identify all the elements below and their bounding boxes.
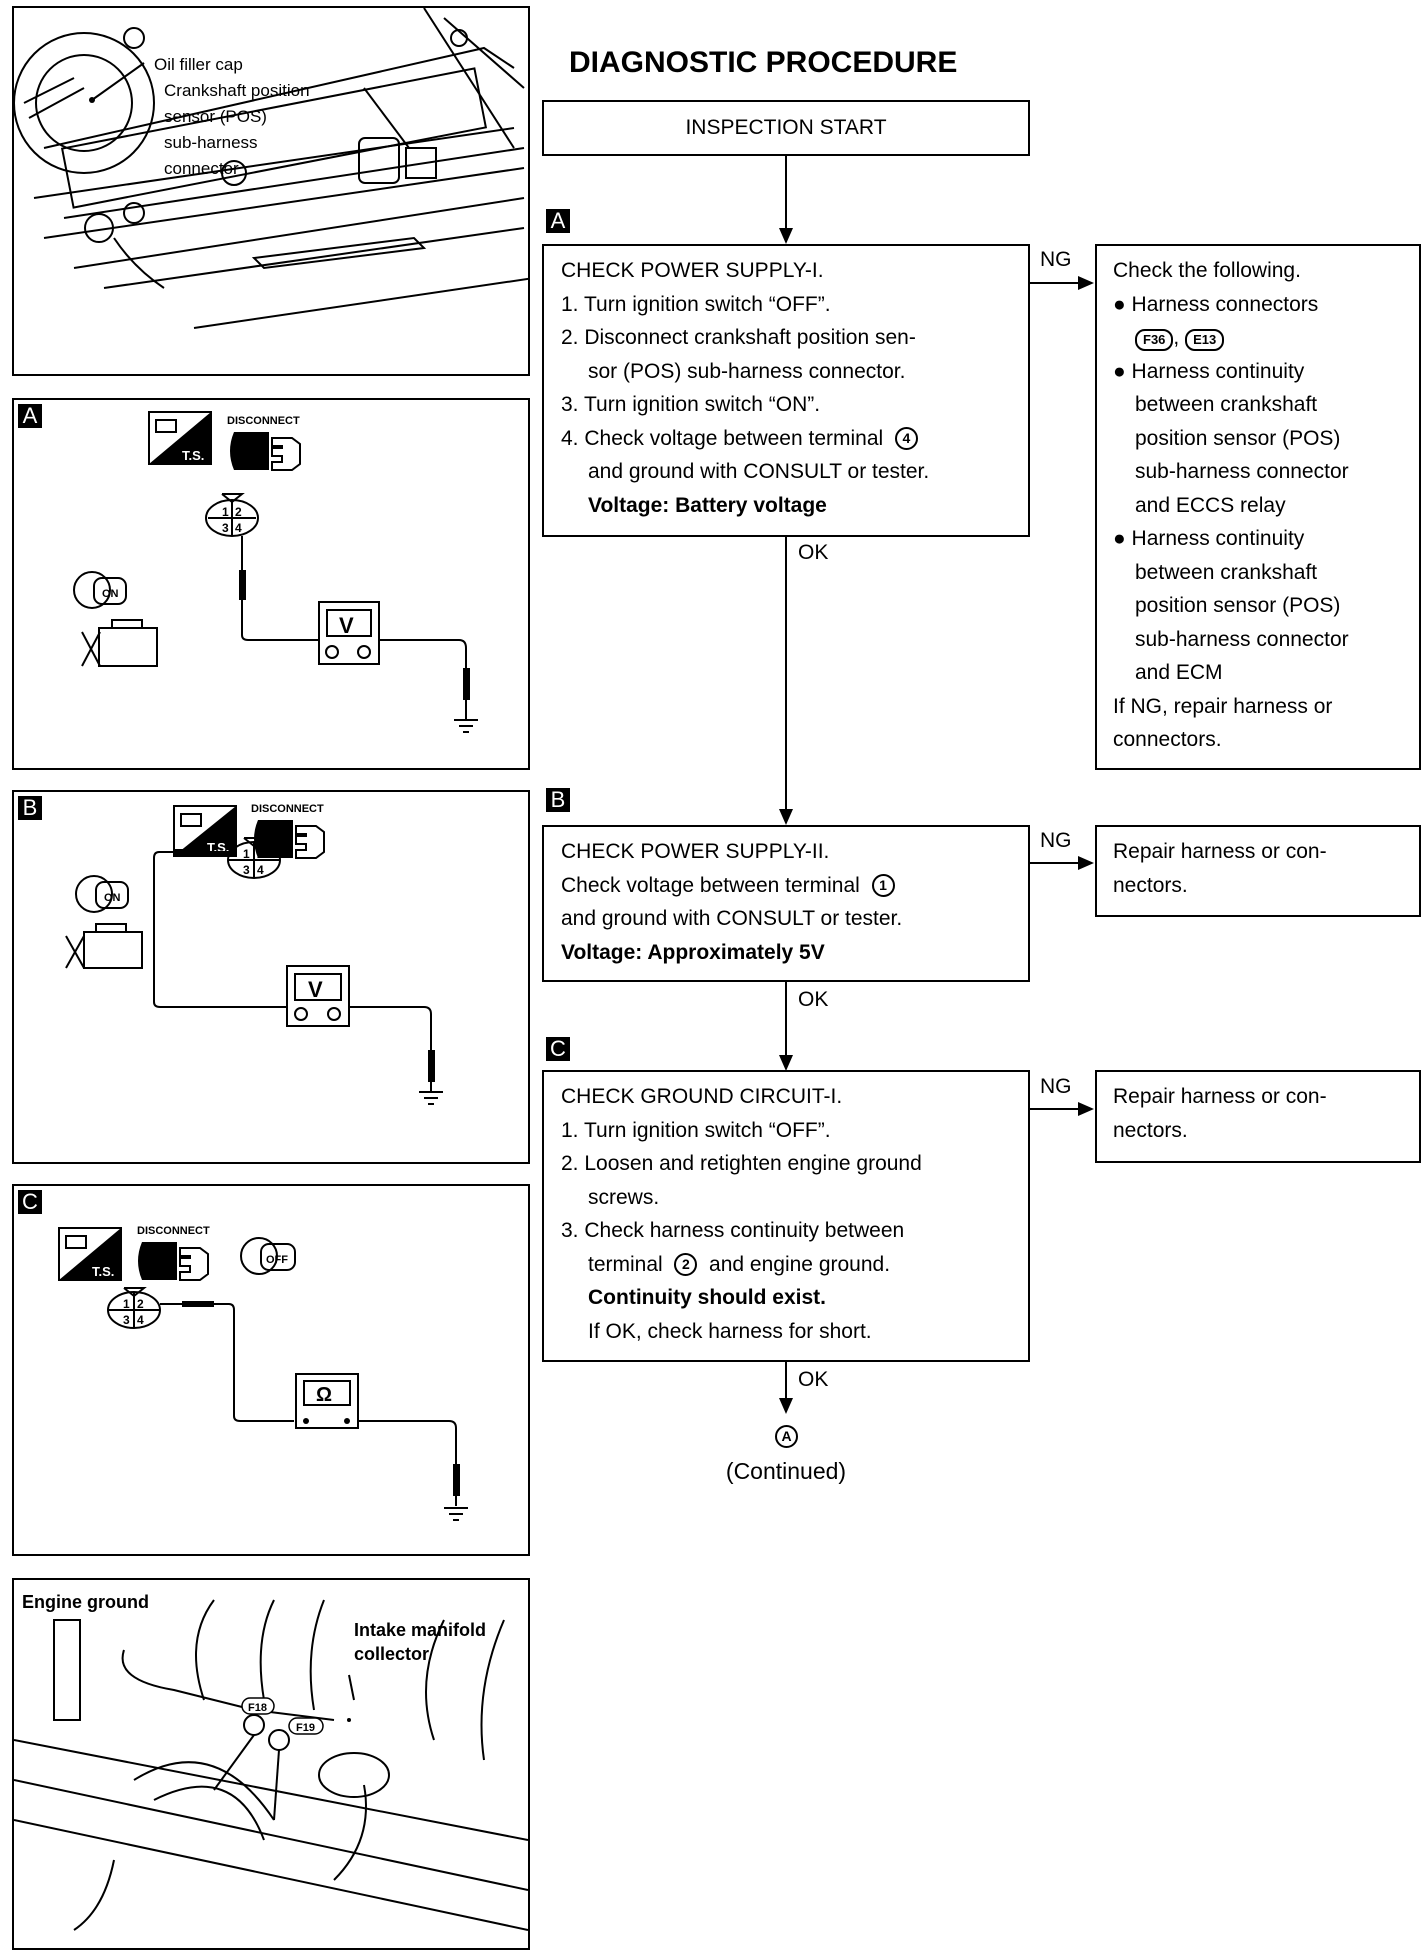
- step-line: sor (POS) sub-harness connector.: [588, 359, 906, 383]
- panel-letter: A: [18, 404, 42, 428]
- callout-line: Intake manifold: [354, 1620, 487, 1640]
- step-line-text: Check voltage between terminal: [561, 873, 860, 897]
- svg-text:T.S.: T.S.: [92, 1264, 115, 1279]
- step-letter-a: A: [546, 209, 570, 233]
- step-line-text: 4. Check voltage between terminal: [561, 426, 884, 450]
- step-heading: CHECK POWER SUPPLY-II.: [561, 840, 830, 863]
- svg-text:4: 4: [257, 863, 264, 877]
- svg-text:V: V: [308, 977, 323, 1002]
- ground-icon: [419, 1092, 443, 1104]
- disconnect-label: DISCONNECT: [227, 415, 300, 427]
- svg-text:2: 2: [235, 505, 242, 519]
- ts-icon: [59, 1228, 121, 1280]
- svg-text:1: 1: [123, 1297, 130, 1311]
- test-panel-a: [12, 398, 530, 770]
- ok-label: OK: [798, 541, 829, 564]
- step-line: 2. Loosen and retighten engine ground: [561, 1152, 922, 1175]
- ng-title: Check the following.: [1113, 259, 1301, 282]
- ng-connector: [1030, 862, 1080, 864]
- callout-engine-ground: Engine ground: [22, 1592, 149, 1612]
- ng-item-text: and ECM: [1135, 661, 1223, 684]
- continue-marker: [775, 1425, 798, 1448]
- ok-label: OK: [798, 1368, 829, 1391]
- ohmmeter-icon: [296, 1374, 358, 1428]
- panel-letter: B: [18, 796, 42, 820]
- svg-text:T.S.: T.S.: [182, 448, 205, 463]
- step-line: screws.: [588, 1185, 660, 1209]
- ng-connector: [1030, 282, 1080, 284]
- connector-icon: [108, 1288, 160, 1328]
- ng-item-text: sub-harness connector: [1135, 627, 1349, 651]
- ng-item-text: Harness connectors: [1131, 292, 1319, 316]
- top-callouts: [154, 52, 310, 182]
- ng-line: Repair harness or con-: [1113, 1085, 1327, 1108]
- ng-item: ● Harness connectors: [1113, 292, 1319, 316]
- flow-connector: [785, 1362, 787, 1400]
- test-diagram: [14, 400, 528, 768]
- svg-text:T.S.: T.S.: [207, 840, 230, 855]
- step-line: 1. Turn ignition switch “OFF”.: [561, 1118, 831, 1142]
- test-diagram: [14, 1186, 528, 1554]
- test-panel-b: [12, 790, 530, 1164]
- ng-label: NG: [1040, 1075, 1072, 1098]
- ng-item-text: Harness continuity: [1131, 359, 1305, 383]
- svg-text:OFF: OFF: [266, 1254, 288, 1266]
- inspection-start-label: INSPECTION START: [685, 116, 887, 139]
- step-line: 3. Turn ignition switch “ON”.: [561, 393, 821, 416]
- svg-text:1: 1: [222, 505, 229, 519]
- connector-tag-f18: [242, 1698, 274, 1714]
- svg-text:1: 1: [243, 847, 250, 861]
- disconnect-icon: [230, 432, 300, 470]
- continue-marker-letter: A: [775, 1425, 798, 1448]
- callout-pos-line3: sub-harness: [164, 133, 258, 152]
- step-line-text: terminal: [588, 1252, 663, 1276]
- svg-text:2: 2: [137, 1297, 144, 1311]
- step-spec: Voltage: Battery voltage: [588, 493, 827, 517]
- arrow-right-icon: [1078, 1102, 1094, 1116]
- engine-off-icon: [66, 924, 142, 968]
- step-line: 2. Disconnect crankshaft position sen-: [561, 326, 916, 349]
- svg-text:F19: F19: [296, 1722, 315, 1734]
- connector-icon: [206, 494, 258, 536]
- step-line: and ground with CONSULT or tester.: [561, 907, 903, 930]
- ng-item-text: position sensor (POS): [1135, 594, 1341, 617]
- callout-pos-line1: Crankshaft position: [164, 81, 310, 100]
- step-heading: CHECK POWER SUPPLY-I.: [561, 259, 824, 282]
- arrow-down-icon: [779, 1398, 793, 1414]
- svg-text:3: 3: [222, 521, 229, 535]
- ts-icon: [149, 412, 211, 464]
- step-note: If OK, check harness for short.: [588, 1319, 872, 1343]
- disconnect-label: DISCONNECT: [251, 803, 324, 815]
- ng-item-text: sub-harness connector: [1135, 460, 1349, 483]
- engine-off-icon: [82, 620, 157, 666]
- terminal-number: 4: [895, 427, 918, 450]
- arrow-right-icon: [1078, 856, 1094, 870]
- arrow-down-icon: [779, 809, 793, 825]
- step-line-text: and engine ground.: [709, 1252, 891, 1276]
- terminal-number: 2: [674, 1253, 697, 1276]
- callout-pos-line4: connector: [164, 159, 239, 178]
- ng-item-text: position sensor (POS): [1135, 426, 1341, 450]
- ng-item-text: Harness continuity: [1131, 527, 1305, 550]
- ok-label: OK: [798, 988, 829, 1011]
- svg-text:2: 2: [257, 847, 264, 861]
- ground-icon: [444, 1508, 468, 1520]
- step-spec: Voltage: Approximately 5V: [561, 940, 825, 964]
- ng-item: ● Harness continuity: [1113, 527, 1305, 550]
- arrow-right-icon: [1078, 276, 1094, 290]
- step-heading: CHECK GROUND CIRCUIT-I.: [561, 1085, 843, 1108]
- step-letter-b: B: [546, 788, 570, 812]
- step-spec: Continuity should exist.: [588, 1286, 827, 1309]
- svg-text:ON: ON: [102, 588, 119, 600]
- step-line: 3. Check harness continuity between: [561, 1219, 905, 1242]
- arrow-down-icon: [779, 1055, 793, 1071]
- connector-tag: F36: [1135, 329, 1173, 351]
- panel-letter: C: [18, 1190, 42, 1214]
- page-title: DIAGNOSTIC PROCEDURE: [569, 46, 958, 79]
- test-panel-c: [12, 1184, 530, 1556]
- svg-text:Ω: Ω: [316, 1384, 333, 1406]
- svg-text:V: V: [339, 613, 354, 638]
- ng-label: NG: [1040, 829, 1072, 852]
- flow-connector: [785, 982, 787, 1056]
- ng-footer: connectors.: [1113, 728, 1222, 751]
- ng-line: nectors.: [1113, 1118, 1188, 1142]
- voltmeter-icon: [319, 602, 379, 664]
- ng-footer: If NG, repair harness or: [1113, 694, 1333, 718]
- svg-text:F18: F18: [248, 1702, 267, 1714]
- ng-item-text: and ECCS relay: [1135, 493, 1286, 517]
- callout-line: collector: [354, 1644, 430, 1664]
- ng-item: ● Harness continuity: [1113, 359, 1305, 383]
- test-diagram: [14, 792, 528, 1162]
- step-c-box: [542, 1070, 1030, 1362]
- step-line: and ground with CONSULT or tester.: [588, 460, 930, 483]
- svg-text:3: 3: [123, 1313, 130, 1327]
- flow-connector: [785, 537, 787, 809]
- disconnect-icon: [138, 1242, 208, 1280]
- inspection-start-box: [542, 100, 1030, 156]
- engine-top-illustration: [12, 6, 530, 376]
- ng-line: Repair harness or con-: [1113, 840, 1327, 863]
- step-c-ng-box: [1095, 1070, 1421, 1163]
- svg-text:4: 4: [137, 1313, 144, 1327]
- engine-ground-illustration: [12, 1578, 530, 1950]
- step-line: [561, 1248, 1028, 1282]
- disconnect-label: DISCONNECT: [137, 1225, 210, 1237]
- step-letter-c: C: [546, 1037, 570, 1061]
- ng-item-text: between crankshaft: [1135, 393, 1318, 416]
- svg-text:ON: ON: [104, 892, 121, 904]
- disconnect-icon: [254, 820, 324, 858]
- step-line: 1. Turn ignition switch “OFF”.: [561, 292, 831, 316]
- ng-item-text: between crankshaft: [1135, 560, 1318, 584]
- ng-connector-tags: F36 , E13: [1113, 321, 1419, 355]
- step-line: [561, 869, 1028, 903]
- svg-text:3: 3: [243, 863, 250, 877]
- arrow-down-icon: [779, 228, 793, 244]
- ng-line: nectors.: [1113, 873, 1188, 897]
- step-b-ng-box: [1095, 825, 1421, 917]
- connector-tag: E13: [1185, 329, 1224, 351]
- callout-pos-line2: sensor (POS): [164, 107, 267, 126]
- callout-oil-filler-cap: Oil filler cap: [154, 55, 243, 74]
- connector-tag-f19: [289, 1718, 323, 1734]
- voltmeter-icon: [287, 966, 349, 1026]
- ng-connector: [1030, 1108, 1080, 1110]
- ground-icon: [454, 720, 478, 732]
- step-a-ng-box: [1095, 244, 1421, 770]
- continued-label: (Continued): [725, 1458, 847, 1484]
- callout-intake-manifold: [354, 1618, 486, 1666]
- ts-icon: [174, 806, 236, 856]
- step-b-box: [542, 825, 1030, 982]
- step-a-box: [542, 244, 1030, 537]
- svg-text:4: 4: [235, 521, 242, 535]
- step-line: [561, 422, 1028, 456]
- terminal-number: 1: [872, 874, 895, 897]
- ng-label: NG: [1040, 248, 1072, 271]
